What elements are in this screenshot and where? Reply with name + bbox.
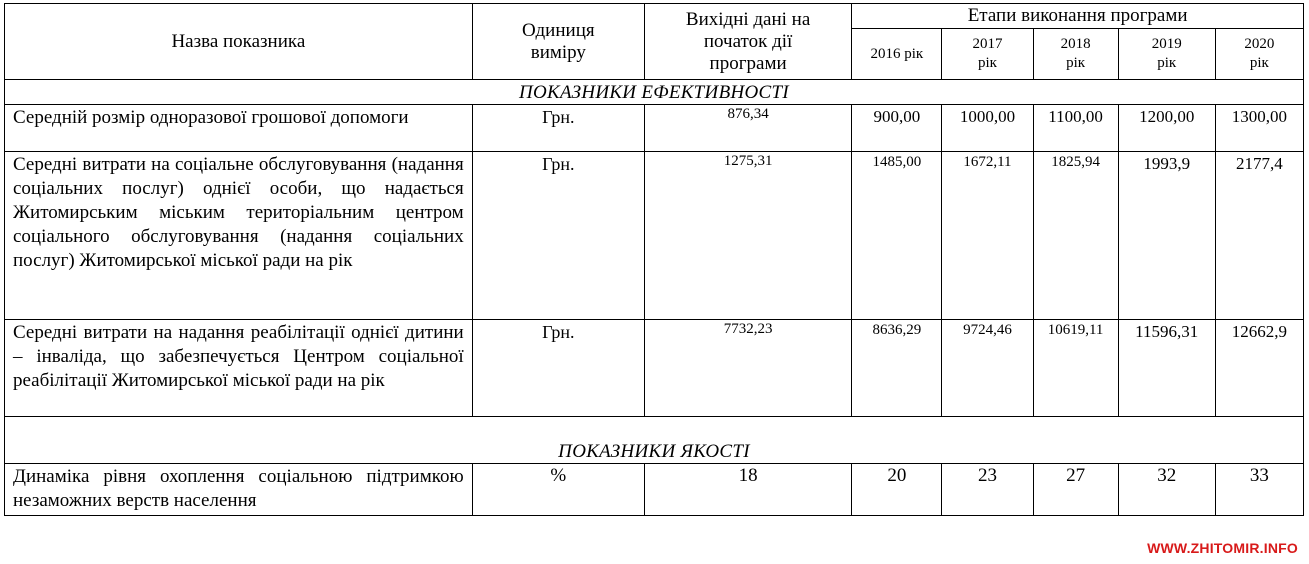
indicator-value-2019: 1993,9 [1118,152,1215,320]
header-unit-line: виміру [530,41,586,63]
indicator-value-2019: 1200,00 [1118,105,1215,152]
indicator-name: Середній розмір одноразової грошової допомоги [5,105,473,152]
indicator-value-2016: 8636,29 [852,320,942,417]
indicator-unit: % [472,464,644,516]
section-title-efficiency: ПОКАЗНИКИ ЕФЕКТИВНОСТІ [5,80,1304,105]
indicator-value-2020: 2177,4 [1215,152,1303,320]
indicator-value-2018: 10619,11 [1033,320,1118,417]
indicator-value-2020: 1300,00 [1215,105,1303,152]
indicator-unit: Грн. [472,105,644,152]
header-year-2018 [1033,29,1118,80]
header-year-label: 2020 [1244,36,1275,52]
header-indicator-name [5,4,473,80]
indicator-value-2017: 1672,11 [942,152,1033,320]
site-watermark: WWW.ZHITOMIR.INFO [1147,540,1298,556]
indicator-value-2020: 33 [1215,464,1303,516]
table-row [5,320,1304,417]
header-row [5,4,1304,29]
header-indicator-name-label: Назва показника [171,30,306,52]
indicator-value-2019: 32 [1118,464,1215,516]
section-title-quality: ПОКАЗНИКИ ЯКОСТІ [5,417,1304,464]
indicator-value-2017: 1000,00 [942,105,1033,152]
header-base-line: програми [709,52,787,74]
header-year-label: 2017 [972,36,1003,52]
indicator-value-2016: 20 [852,464,942,516]
table-row [5,152,1304,320]
indicator-value-2018: 1825,94 [1033,152,1118,320]
header-year-label: рік [1157,55,1177,71]
indicator-base-value: 18 [644,464,851,516]
indicator-base-value: 876,34 [644,105,851,152]
header-year-2019 [1118,29,1215,80]
indicator-value-2016: 1485,00 [852,152,942,320]
header-program-stages-label: Етапи виконання програми [967,5,1188,26]
indicator-value-2019: 11596,31 [1118,320,1215,417]
header-base-data [644,4,851,80]
indicator-value-2018: 27 [1033,464,1118,516]
indicator-value-2017: 23 [942,464,1033,516]
section-row [5,417,1304,464]
header-unit-line: Одиниця [522,19,595,41]
header-year-label: рік [1249,55,1269,71]
header-year-label: рік [977,55,997,71]
table-row [5,105,1304,152]
indicator-base-value: 7732,23 [644,320,851,417]
table-row [5,464,1304,516]
header-year-2020 [1215,29,1303,80]
header-year-label: 2016 рік [870,45,924,62]
section-row [5,80,1304,105]
indicator-base-value: 1275,31 [644,152,851,320]
indicator-value-2016: 900,00 [852,105,942,152]
header-program-stages [852,4,1304,29]
indicator-unit: Грн. [472,152,644,320]
indicator-value-2020: 12662,9 [1215,320,1303,417]
indicator-unit: Грн. [472,320,644,417]
header-year-label: рік [1066,55,1086,71]
indicators-table [4,3,1304,516]
indicator-name: Середні витрати на соціальне обслуговування (надання соціальних послуг) однієї особи, що надається Житомирським міським територіальним центром соціального обслуговування (надання соціальних послуг) Житомирської міської ради на рік [5,152,473,320]
indicator-value-2018: 1100,00 [1033,105,1118,152]
indicator-value-2017: 9724,46 [942,320,1033,417]
header-year-2017 [942,29,1033,80]
header-year-label: 2019 [1151,36,1182,52]
header-year-label: 2018 [1060,36,1091,52]
header-base-line: Вихідні дані на [685,8,811,30]
header-year-2016 [852,29,942,80]
indicator-name: Динаміка рівня охоплення соціальною підтримкою незаможних верств населення [5,464,473,516]
header-base-line: початок дії [703,30,793,52]
header-unit [472,4,644,80]
indicator-name: Середні витрати на надання реабілітації однієї дитини – інваліда, що забезпечується Центром соціальної реабілітації Житомирської міської ради на рік [5,320,473,417]
